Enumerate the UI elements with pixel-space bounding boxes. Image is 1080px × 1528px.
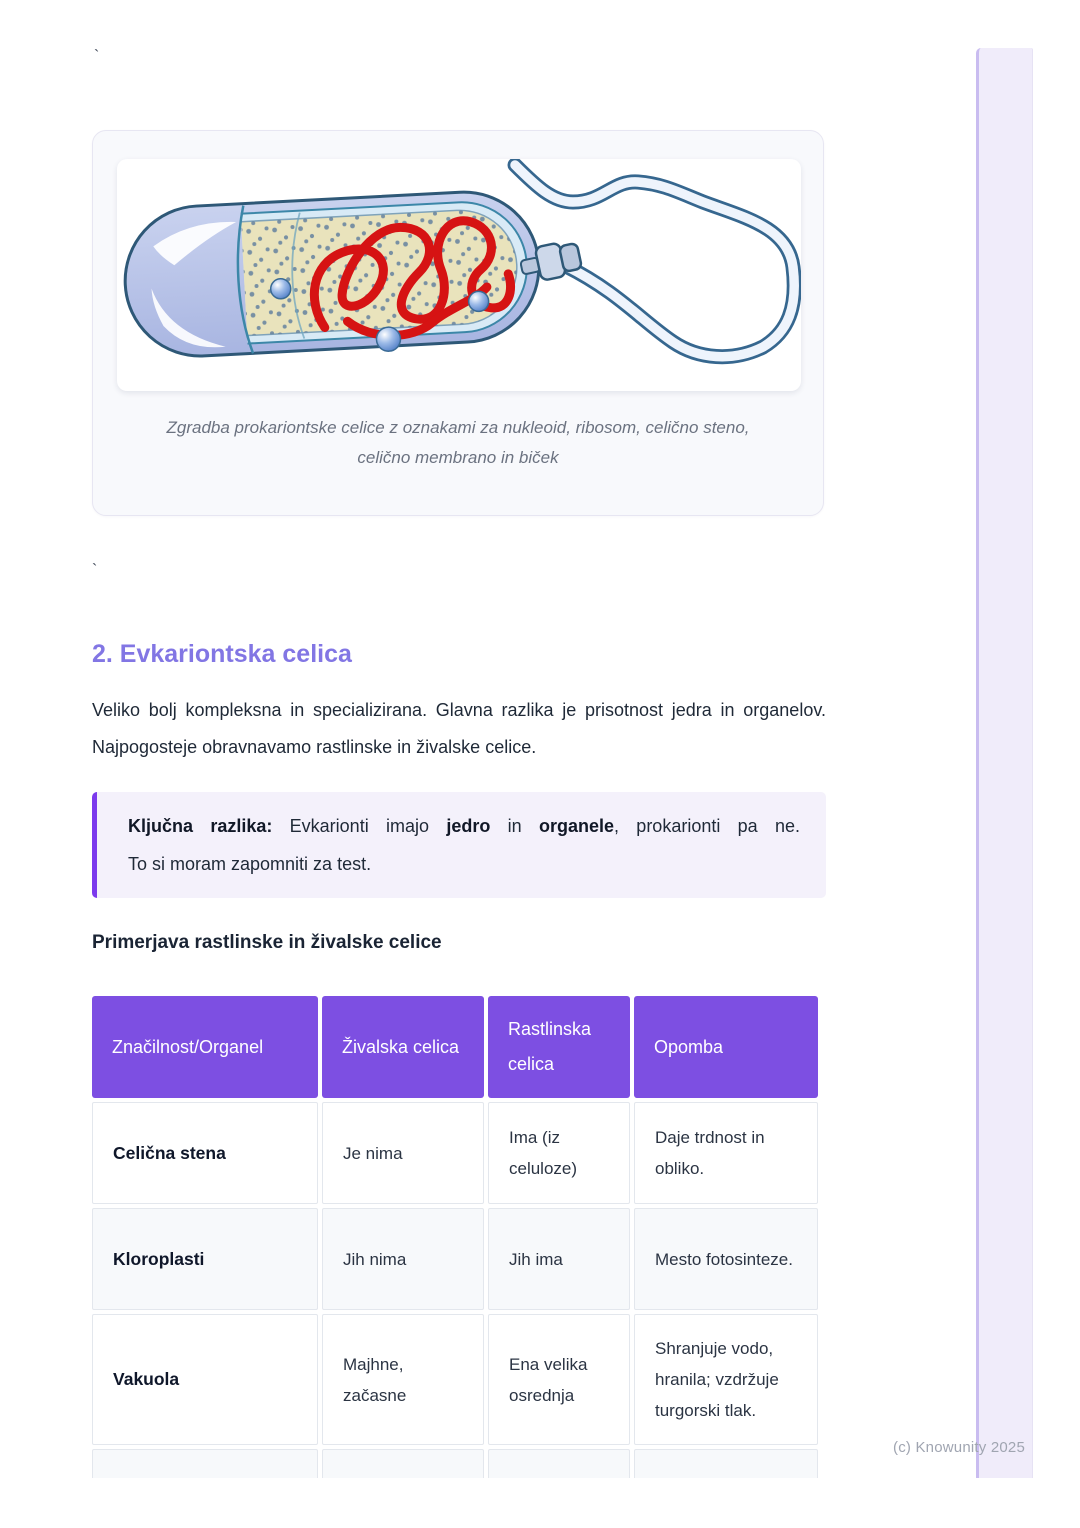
cell-feature: Kloroplasti xyxy=(92,1208,318,1310)
cell-plant xyxy=(488,1449,630,1478)
callout-bold-jedro: jedro xyxy=(446,816,491,836)
column-header-plant-cell: Rastlinska celica xyxy=(488,996,630,1098)
cell-animal xyxy=(322,1449,484,1478)
cell-note: Mesto fotosinteze. xyxy=(634,1208,818,1310)
cell-animal: Je nima xyxy=(322,1102,484,1204)
cell-plant: Ena velika osrednja xyxy=(488,1314,630,1445)
table-row-clipped xyxy=(92,1449,818,1478)
column-header-animal-cell: Živalska celica xyxy=(322,996,484,1098)
cell-animal: Jih nima xyxy=(322,1208,484,1310)
section-heading: 2. Evkariontska celica xyxy=(92,640,352,668)
callout-line-1: Ključna razlika: Evkarionti imajo jedro in organele, prokarionti pa ne. xyxy=(128,816,801,836)
callout-line-2: To si moram zapomniti za test. xyxy=(128,854,372,874)
table-row xyxy=(92,1102,818,1204)
stray-backtick-top: ` xyxy=(94,48,100,65)
comparison-table xyxy=(88,992,822,1478)
callout-bold-organele: organele xyxy=(538,816,614,836)
prokaryotic-cell-illustration xyxy=(117,159,801,391)
page-edge-strip xyxy=(976,48,1033,1478)
column-header-feature: Značilnost/Organel xyxy=(92,996,318,1098)
cell-plant: Ima (iz celuloze) xyxy=(488,1102,630,1204)
cell-feature: Celična stena xyxy=(92,1102,318,1204)
table-row xyxy=(92,1314,818,1445)
table-row xyxy=(92,1208,818,1310)
callout-bold-lead: Ključna razlika: xyxy=(128,816,273,836)
cell-feature xyxy=(92,1449,318,1478)
table-header-row xyxy=(92,996,818,1098)
figure-card xyxy=(92,130,824,516)
cell-animal: Majhne, začasne xyxy=(322,1314,484,1445)
key-note-callout xyxy=(92,792,826,898)
section-paragraph: Veliko bolj kompleksna in specializirana. Glavna razlika je prisotnost jedra in organelov. Najpogosteje obravnavamo rastlinske in živalske celice. xyxy=(92,700,826,757)
cell-note: Shranjuje vodo, hranila; vzdržuje turgorski tlak. xyxy=(634,1314,818,1445)
cell-note: Daje trdnost in obliko. xyxy=(634,1102,818,1204)
figure-image xyxy=(117,159,801,391)
cell-note xyxy=(634,1449,818,1478)
column-header-note: Opomba xyxy=(634,996,818,1098)
stray-backtick-mid: ` xyxy=(92,562,98,579)
cell-feature: Vakuola xyxy=(92,1314,318,1445)
copyright-watermark: (c) Knowunity 2025 xyxy=(893,1439,1026,1456)
cell-plant: Jih ima xyxy=(488,1208,630,1310)
table-title: Primerjava rastlinske in živalske celice xyxy=(92,932,442,953)
figure-caption: Zgradba prokariontske celice z oznakami za nukleoid, ribosom, celično steno, celično membrano in biček xyxy=(166,418,750,467)
